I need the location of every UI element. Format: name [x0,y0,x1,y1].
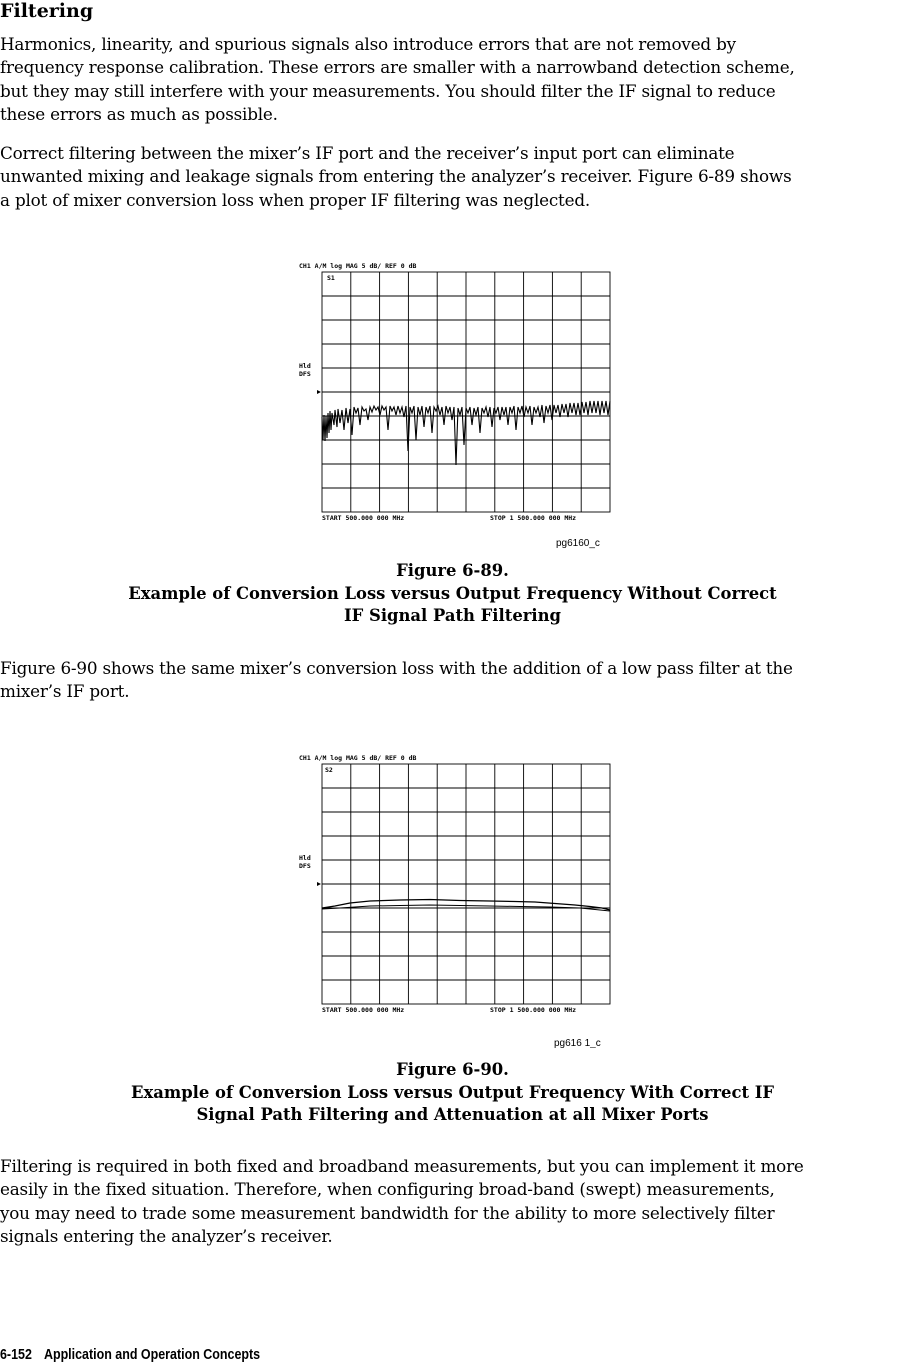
text-line: unwanted mixing and leakage signals from entering the analyzer’s receiver. Figure 6-89 shows [0,166,792,187]
plot-side-label: Hld [299,362,311,370]
caption-line: IF Signal Path Filtering [343,606,562,625]
text-line: you may need to trade some measurement bandwidth for the ability to more selectively filter [0,1202,775,1223]
start-frequency: START 500.000 000 MHz [322,514,405,522]
plot-side-label: DFS [299,862,311,870]
plot-marker: S1 [327,274,335,282]
figure-6-89-plot [290,255,620,555]
caption-line: Example of Conversion Loss versus Output Frequency Without Correct [128,583,777,603]
paragraph-figure-6-90 [0,657,905,704]
plot-grid [322,272,610,512]
text-line: mixer’s IF port. [0,681,130,702]
text-line: but they may still interfere with your measurements. You should filter the IF signal to reduce [0,80,776,101]
figure-6-90-plot [290,748,620,1048]
text-line: Correct filtering between the mixer’s IF port and the receiver’s input port can eliminate [0,143,735,163]
caption-line: Example of Conversion Loss versus Output Frequency With Correct IF [130,1082,775,1102]
paragraph-correct-filtering [0,142,905,212]
plot-grid [322,764,610,1004]
text-line: Figure 6-90 shows the same mixer’s conversion loss with the addition of a low pass filter at the [0,658,793,678]
paragraph-harmonics [0,33,905,126]
reference-marker [317,390,321,394]
paragraph-filtering-required [0,1155,905,1248]
caption-number: Figure 6-89. [396,561,509,580]
plot-header: CH1 A/M log MAG 5 dB/ REF 0 dB [299,754,417,762]
start-frequency: START 500.000 000 MHz [322,1006,405,1014]
text-line: a plot of mixer conversion loss when proper IF filtering was neglected. [0,189,590,210]
caption-number: Figure 6-90. [396,1060,509,1079]
text-line: signals entering the analyzer’s receiver. [0,1225,333,1246]
section-heading: Filtering [0,0,94,22]
stop-frequency: STOP 1 500.000 000 MHz [490,1006,577,1014]
figure-id: pg616 1_c [554,1038,601,1048]
text-line: frequency response calibration. These errors are smaller with a narrowband detection scheme, [0,57,795,78]
text-line: Filtering is required in both fixed and broadband measurements, but you can implement it more [0,1156,804,1176]
reference-marker [317,882,321,886]
figure-6-90-caption [0,1059,905,1127]
plot-side-label: DFS [299,370,311,378]
figure-6-89-caption [0,560,905,628]
section-title: Application and Operation Concepts [43,1347,261,1363]
text-line: these errors as much as possible. [0,103,278,124]
figure-id: pg6160_c [556,538,600,549]
page-footer [0,1347,260,1363]
text-line: easily in the fixed situation. Therefore, when configuring broad-band (swept) measurements, [0,1179,775,1200]
stop-frequency: STOP 1 500.000 000 MHz [490,514,577,522]
caption-line: Signal Path Filtering and Attenuation at all Mixer Ports [196,1105,709,1124]
plot-marker: S2 [325,766,333,774]
plot-header: CH1 A/M log MAG 5 dB/ REF 0 dB [299,262,417,270]
page-number: 6-152 [0,1347,32,1363]
plot-side-label: Hld [299,854,311,862]
text-line: Harmonics, linearity, and spurious signals also introduce errors that are not removed by [0,34,736,54]
